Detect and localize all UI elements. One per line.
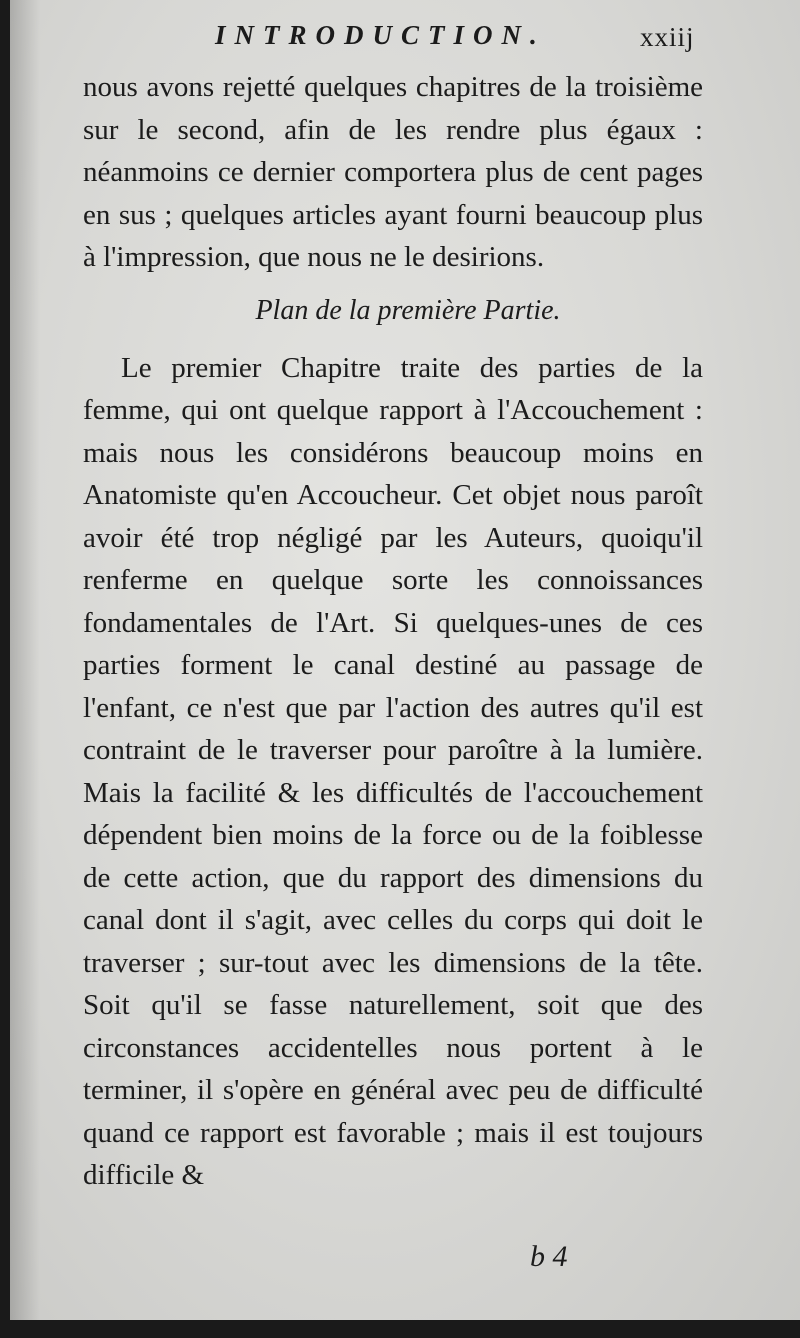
book-page [10,0,800,1320]
paragraph-continued: nous avons rejetté quelques chapitres de la troisième sur le second, afin de les rendre plus égaux : néanmoins ce dernier comportera plus de cent pages en sus ; quelques articles ayant fourni beaucoup plus à l'impression, que nous ne le desirions. [83,71,703,273]
page-number: xxiij [640,22,695,52]
paragraph-chapter-one: Le premier Chapitre traite des parties de la femme, qui ont quelque rapport à l'Accouchement : mais nous les considérons beaucoup moins en Anatomiste qu'en Accoucheur. Cet objet nous paroît avoir été trop négligé par les Auteurs, quoiqu'il renferme en quelque sorte les connoissances fondamentales de l'Art. Si quelques-unes de ces parties forment le canal destiné au passage de l'enfant, ce n'est que par l'action des autres qu'il est contraint de le traverser pour paroître à la lumière. Mais la facilité & les difficultés de l'accouchement dépendent bien moins de la force ou de la foiblesse de cette action, que du rapport des dimensions du canal dont il s'agit, avec celles du corps qui doit le traverser ; sur-tout avec les dimensions de la tête. Soit qu'il se fasse naturellement, soit que des circonstances accidentelles nous portent à le terminer, il s'opère en général avec peu de difficulté quand ce rapport est favorable ; mais il est toujours difficile & [83,351,703,1191]
section-heading: Plan de la première Partie. [255,294,561,326]
signature-mark: b 4 [530,1240,568,1273]
gutter-shadow [10,0,40,1320]
running-head [10,20,800,60]
text-block [83,66,703,1197]
running-title: INTRODUCTION. [215,20,546,50]
